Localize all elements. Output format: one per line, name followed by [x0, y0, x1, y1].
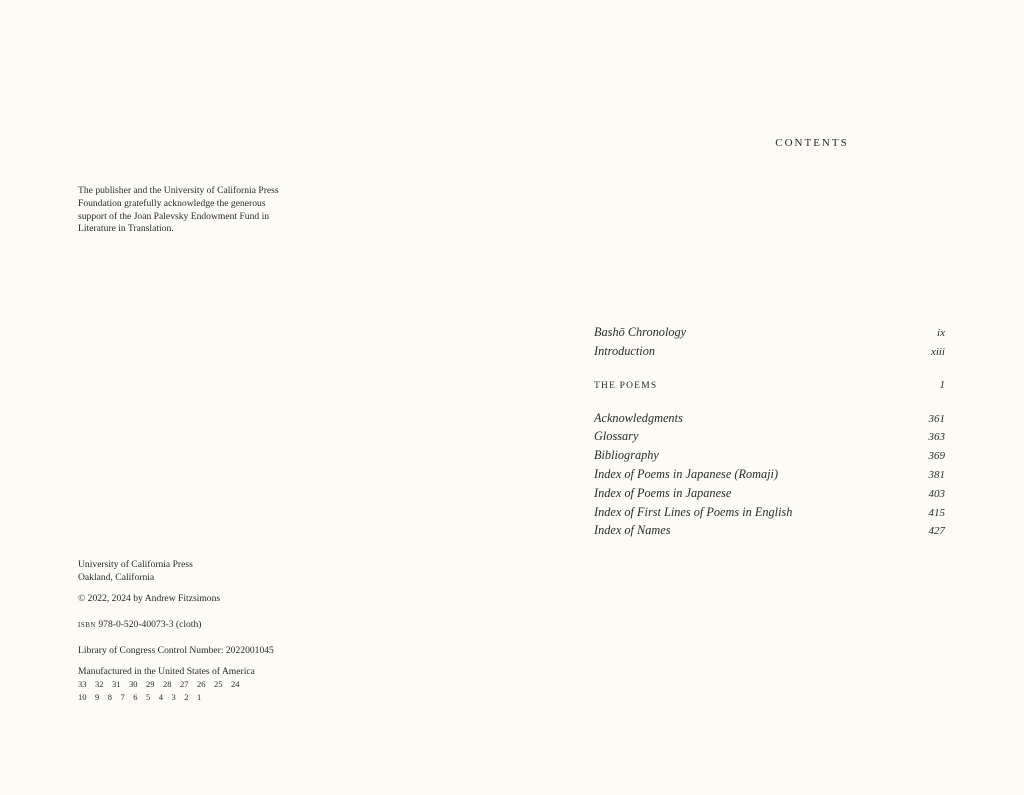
toc-entry: [594, 410, 945, 429]
print-number: 32: [95, 679, 104, 689]
contents-page: [512, 0, 1024, 795]
isbn-label: isbn: [78, 619, 96, 630]
toc-entry-page: 427: [928, 525, 945, 538]
print-number: 5: [146, 692, 151, 702]
toc-entry-title: Index of Names: [594, 523, 671, 538]
toc-entry: [594, 504, 945, 523]
toc-entry-page: xiii: [930, 345, 945, 358]
toc-entry-title: Index of Poems in Japanese: [594, 485, 732, 500]
toc-section-entry: [594, 378, 945, 394]
print-number: 8: [107, 692, 112, 702]
toc-entry-title: Acknowledgments: [594, 410, 683, 425]
print-line-2: [78, 691, 378, 704]
toc-entry: [594, 428, 945, 447]
manufactured-line: Manufactured in the United States of America: [78, 666, 255, 677]
toc-entry: [594, 343, 945, 362]
toc-entry-title: Index of Poems in Japanese (Romaji): [594, 466, 779, 481]
print-number: 1: [197, 692, 202, 702]
toc-entry-page: 403: [928, 487, 945, 500]
print-number: 6: [133, 692, 138, 702]
toc-entry: [594, 522, 945, 541]
toc-entry-page: 415: [928, 506, 945, 519]
print-number: 4: [158, 692, 163, 702]
toc-entry-page: 363: [928, 431, 945, 444]
print-number: 27: [180, 679, 189, 689]
contents-title: CONTENTS: [775, 137, 849, 149]
toc-entry-title: Glossary: [594, 429, 639, 444]
lccn-line: Library of Congress Control Number: 2022001045: [78, 645, 274, 656]
print-number: 26: [197, 679, 206, 689]
print-number: 10: [78, 692, 87, 702]
toc-entry-page: 361: [928, 412, 945, 425]
toc-entry: [594, 447, 945, 466]
print-number: 28: [163, 679, 172, 689]
toc-entry-title: Index of First Lines of Poems in English: [594, 504, 793, 519]
print-number: 3: [171, 692, 176, 702]
isbn-value: 978-0-520-40073-3 (cloth): [98, 619, 202, 630]
print-number: 9: [95, 692, 100, 702]
table-of-contents: [594, 324, 945, 541]
toc-entry-title: Bashō Chronology: [594, 325, 687, 339]
toc-section-title: THE POEMS: [594, 380, 658, 391]
toc-section-page: 1: [939, 378, 945, 391]
publisher-location: Oakland, California: [78, 572, 155, 583]
toc-entry-page: 381: [928, 468, 945, 481]
print-number: 31: [112, 679, 121, 689]
print-number: 2: [184, 692, 189, 702]
toc-entry-title: Introduction: [594, 343, 656, 358]
copyright-line: © 2022, 2024 by Andrew Fitzsimons: [78, 593, 221, 604]
toc-entry: [594, 466, 945, 485]
toc-entry-page: ix: [937, 327, 945, 339]
print-number: 33: [78, 679, 87, 689]
print-number: 24: [231, 679, 240, 689]
print-line-1: [78, 678, 378, 691]
print-number: 25: [214, 679, 223, 689]
isbn-line: [78, 618, 378, 631]
imprint-block: [78, 558, 378, 704]
toc-entry: [594, 324, 945, 343]
toc-entry: [594, 485, 945, 504]
acknowledgment-text: The publisher and the University of California Press Foundation gratefully acknowledge the generous support of the Joan Palevsky Endowment Fund in Literature in Translation.: [78, 185, 279, 235]
publisher-name: University of California Press: [78, 559, 193, 570]
print-number: 30: [129, 679, 138, 689]
print-number: 29: [146, 679, 155, 689]
toc-entry-title: Bibliography: [594, 448, 659, 463]
print-number: 7: [120, 692, 125, 702]
toc-entry-page: 369: [928, 450, 945, 463]
